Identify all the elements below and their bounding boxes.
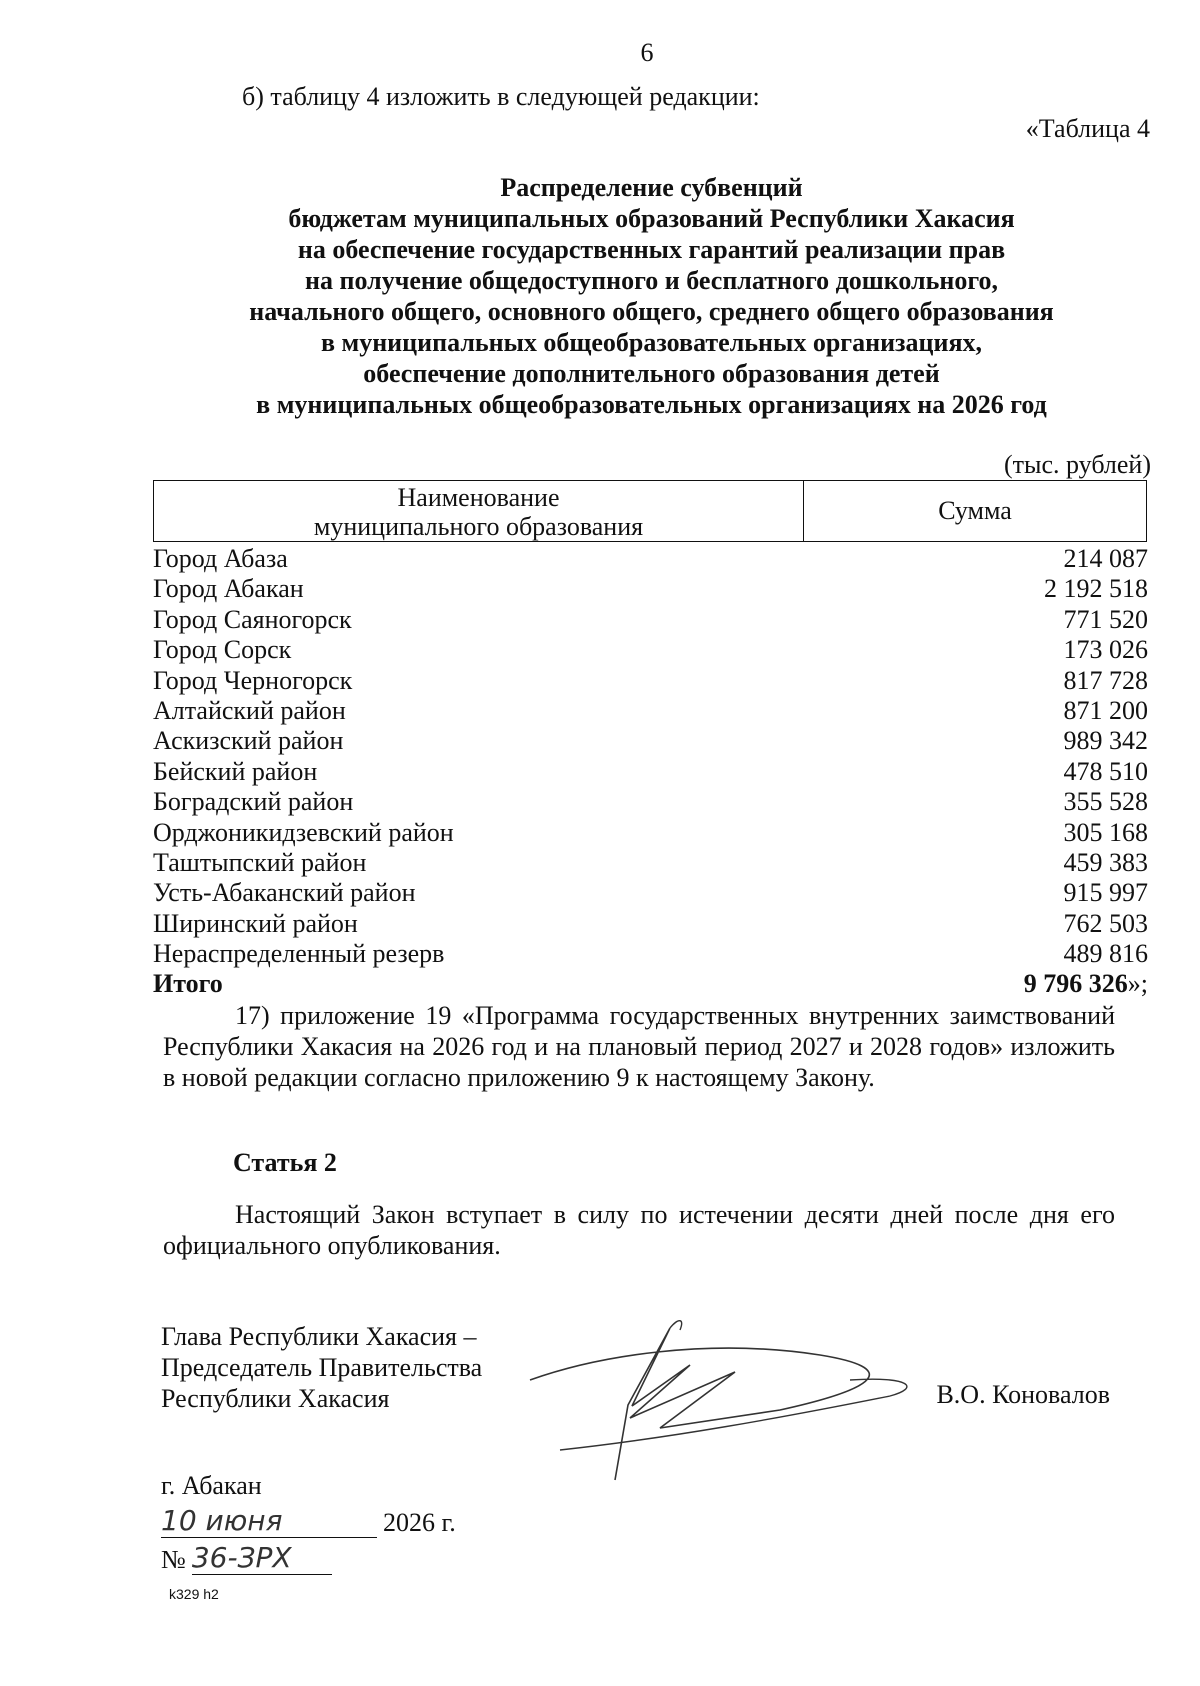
article-heading: Статья 2: [233, 1148, 337, 1177]
footer-code: k329 h2: [169, 1586, 219, 1602]
row-sum: 173 026: [1063, 635, 1148, 665]
row-sum: 478 510: [1063, 756, 1148, 786]
total-label: Итого: [153, 969, 223, 999]
paragraph-17: 17) приложение 19 «Программа государственных внутренних заимствований Республики Хакасия на 2026 год и на плановый период 2027 и 2028 годов» изложить в новой редакции согласно приложению 9 к настоящему Закону.: [163, 1001, 1115, 1092]
row-sum: 214 087: [1063, 544, 1148, 573]
total-row: [153, 969, 1148, 999]
signer-line: Председатель Правительства: [161, 1353, 483, 1382]
table-row: [153, 939, 1148, 969]
title-line: бюджетам муниципальных образований Республики Хакасия: [288, 204, 1015, 233]
title-line: Распределение субвенций: [500, 173, 803, 202]
row-name: Усть-Абаканский район: [153, 878, 416, 908]
signer-line: Республики Хакасия: [161, 1384, 390, 1413]
date-line: [161, 1504, 456, 1538]
row-name: Город Абакан: [153, 574, 304, 604]
row-name: Бейский район: [153, 756, 318, 786]
row-sum: 459 383: [1063, 847, 1148, 877]
title-line: на получение общедоступного и бесплатного дошкольного,: [304, 266, 998, 295]
table-row: [153, 544, 1148, 574]
table-body: [153, 544, 1148, 1000]
row-sum: 489 816: [1063, 939, 1148, 969]
row-name: Ширинский район: [153, 908, 358, 938]
column-header-name-line: муниципального образования: [313, 512, 644, 541]
total-value: 9 796 326: [1023, 969, 1128, 999]
row-sum: 771 520: [1063, 604, 1148, 634]
row-name: Алтайский район: [153, 695, 346, 725]
date-handwritten: 10 июня: [161, 1504, 377, 1538]
total-cell: [1024, 969, 1148, 999]
row-sum: 762 503: [1063, 908, 1148, 938]
row-sum: 2 192 518: [1044, 574, 1148, 604]
row-sum: 305 168: [1063, 817, 1148, 847]
title-line: в муниципальных общеобразовательных организациях,: [320, 328, 983, 357]
article-text: Настоящий Закон вступает в силу по истечении десяти дней после дня его официального опубликования.: [163, 1200, 1115, 1260]
signer-title: [161, 1321, 482, 1414]
row-name: Город Абаза: [153, 544, 288, 573]
table-row: [153, 605, 1148, 635]
table-row: [153, 635, 1148, 665]
date-year: 2026 г.: [383, 1508, 456, 1537]
row-name: Боградский район: [153, 787, 354, 817]
row-name: Орджоникидзевский район: [153, 817, 454, 847]
signer-name: В.О. Коновалов: [936, 1380, 1110, 1409]
table-row: [153, 574, 1148, 604]
table-row: [153, 726, 1148, 756]
table-row: [153, 818, 1148, 848]
law-number: [161, 1541, 332, 1575]
signer-line: Глава Республики Хакасия –: [161, 1322, 477, 1351]
table-header: [153, 480, 1147, 542]
row-name: Город Саяногорск: [153, 604, 352, 634]
number-handwritten: 36-ЗРХ: [192, 1541, 332, 1575]
row-sum: 915 997: [1063, 878, 1148, 908]
table-row: [153, 909, 1148, 939]
table-row: [153, 757, 1148, 787]
table-row: [153, 878, 1148, 908]
column-header-sum: Сумма: [938, 496, 1012, 525]
units-label: (тыс. рублей): [1003, 450, 1151, 479]
page-number: 6: [640, 38, 654, 67]
signature-image: [520, 1310, 940, 1500]
table-row: [153, 696, 1148, 726]
number-prefix: №: [161, 1545, 186, 1574]
table-title: [0, 172, 1200, 420]
row-sum: 989 342: [1063, 726, 1148, 756]
row-sum: 871 200: [1063, 695, 1148, 725]
table-reference: «Таблица 4: [1025, 114, 1150, 143]
row-name: Город Сорск: [153, 635, 292, 665]
row-name: Таштыпский район: [153, 847, 367, 877]
intro-text: б) таблицу 4 изложить в следующей редакции:: [242, 82, 760, 111]
table-row: [153, 848, 1148, 878]
title-line: начального общего, основного общего, среднего общего образования: [249, 297, 1054, 326]
column-header-name: [154, 481, 804, 541]
title-line: в муниципальных общеобразовательных организациях на 2026 год: [256, 390, 1047, 419]
row-name: Нераспределенный резерв: [153, 939, 445, 969]
row-name: Аскизский район: [153, 726, 344, 756]
table-row: [153, 666, 1148, 696]
city: г. Абакан: [161, 1471, 262, 1500]
row-sum: 817 728: [1063, 665, 1148, 695]
title-line: на обеспечение государственных гарантий реализации прав: [297, 235, 1006, 264]
title-line: обеспечение дополнительного образования детей: [363, 359, 940, 388]
table-row: [153, 787, 1148, 817]
column-header-name-line: Наименование: [397, 483, 560, 512]
row-name: Город Черногорск: [153, 665, 353, 695]
row-sum: 355 528: [1063, 787, 1148, 817]
total-tail: »;: [1127, 969, 1148, 999]
